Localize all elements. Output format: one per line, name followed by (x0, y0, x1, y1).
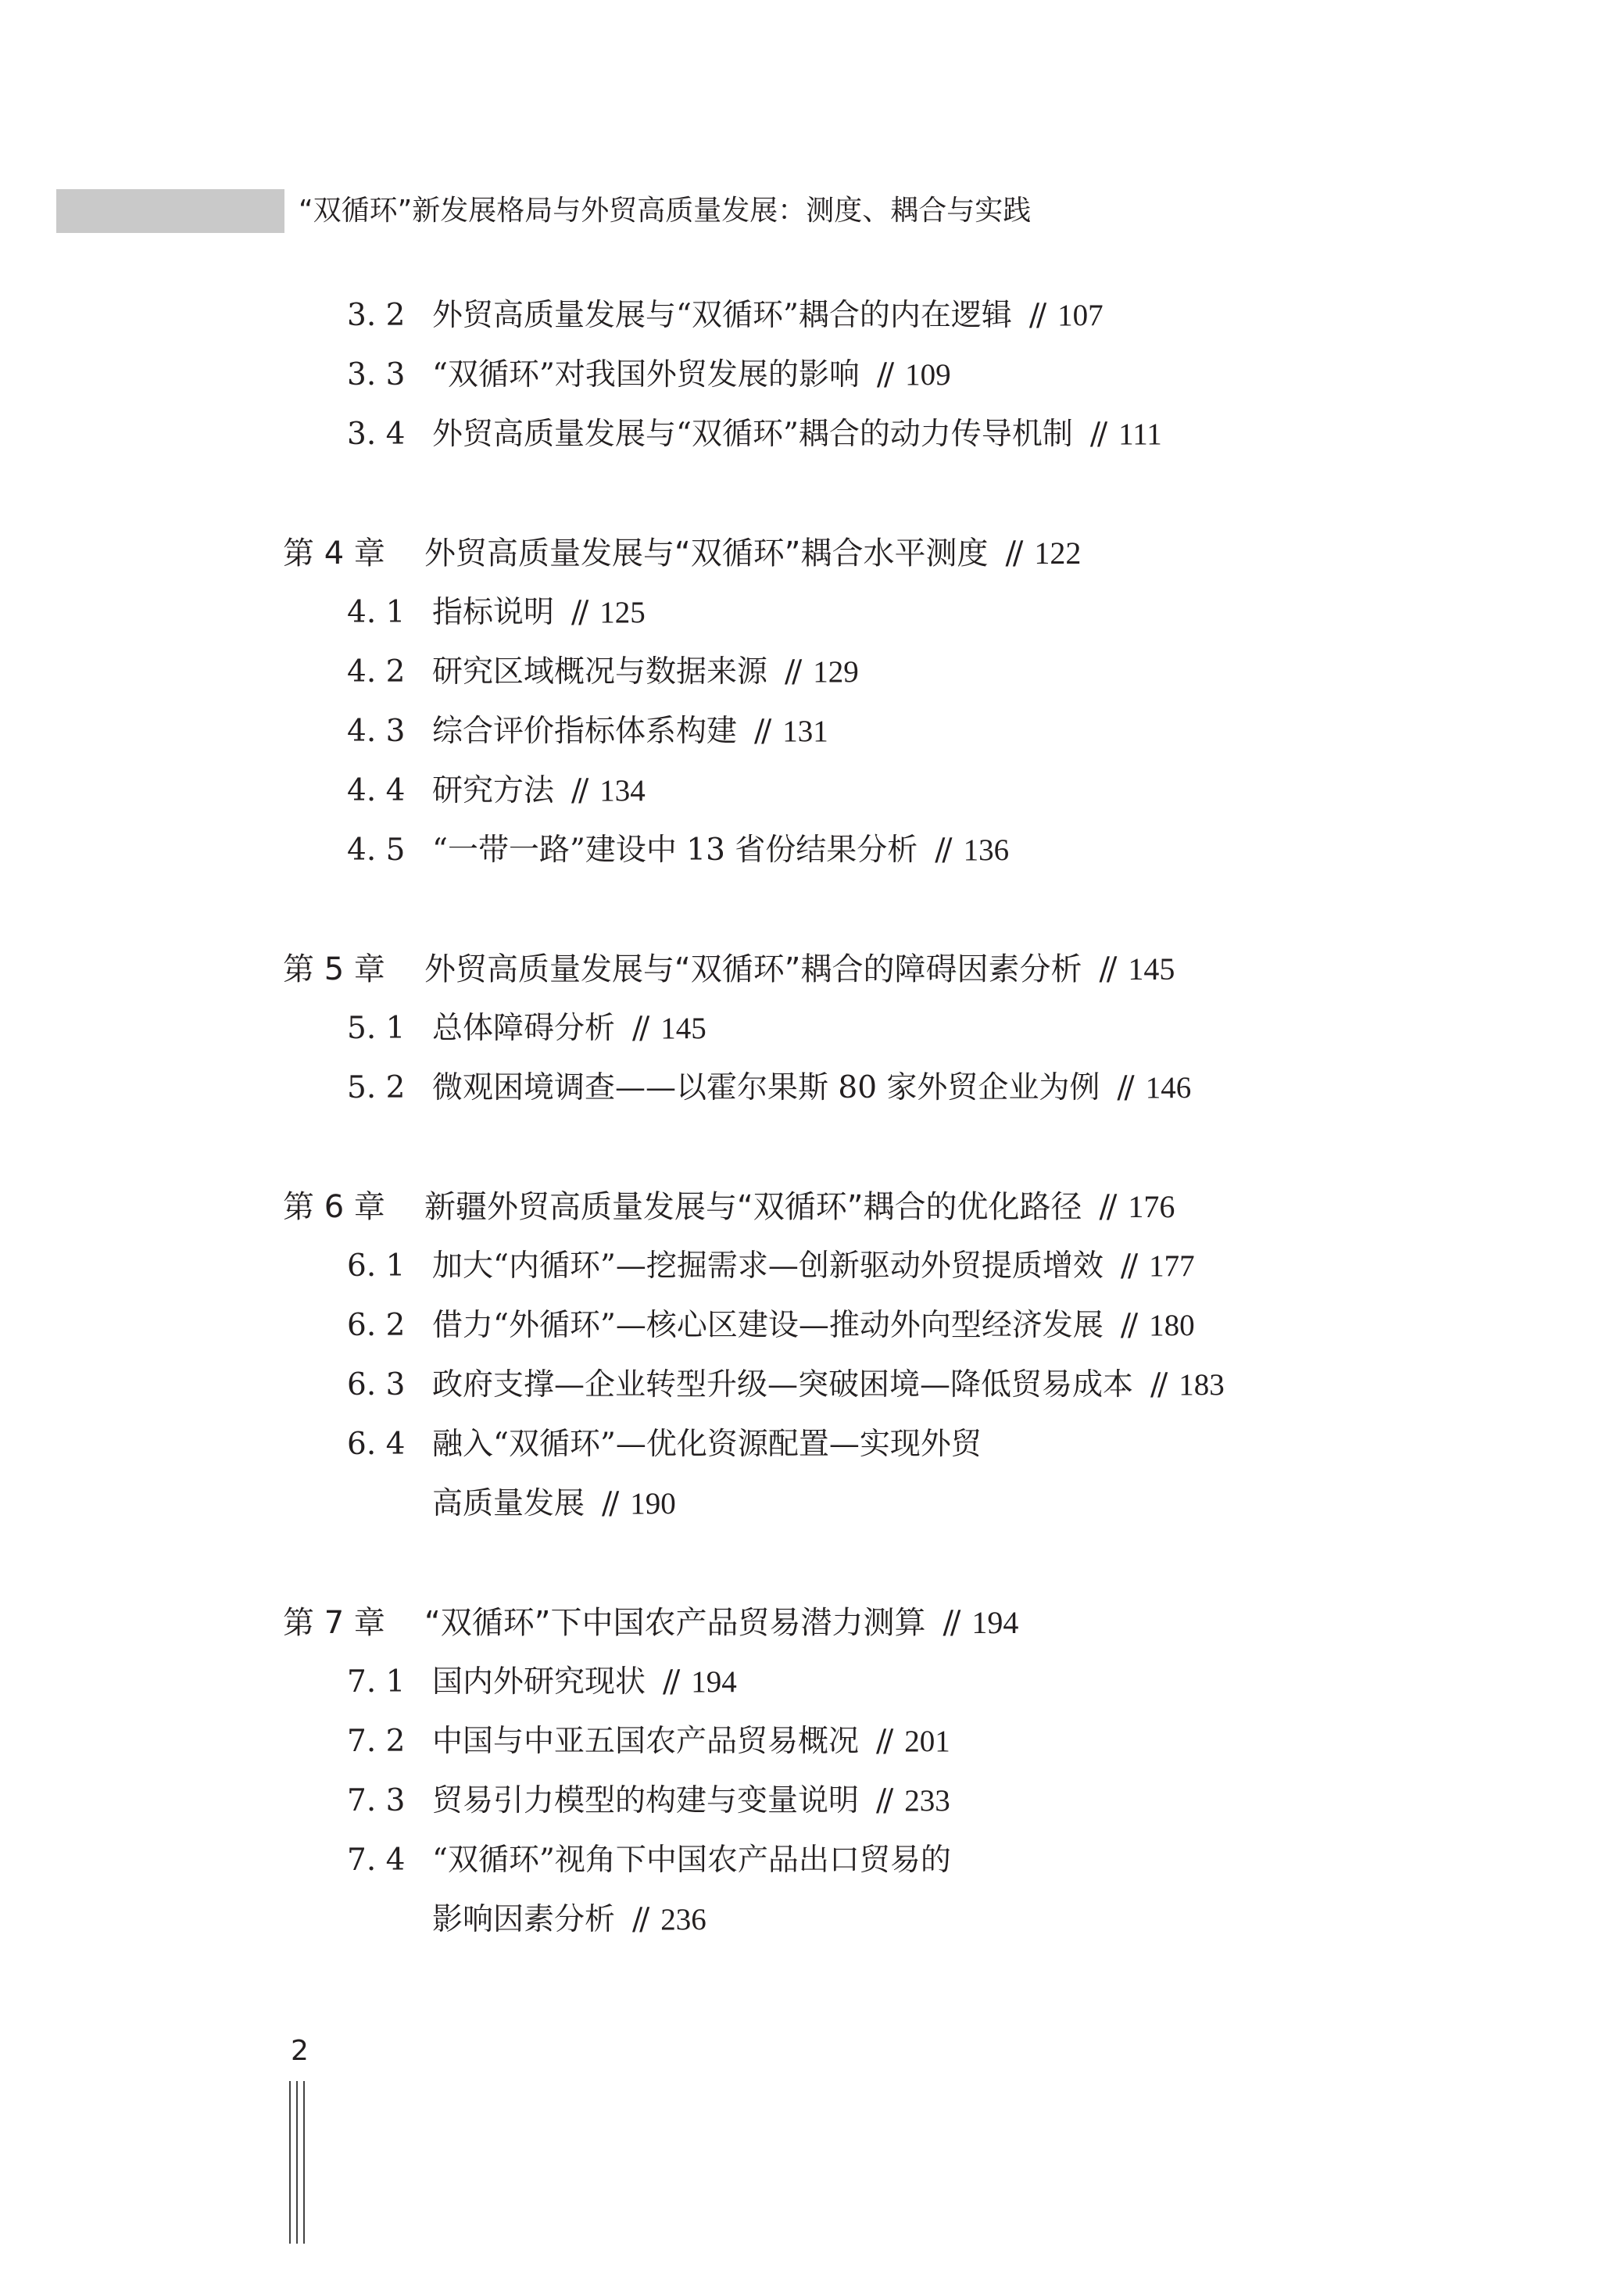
toc-entry-title-row (432, 1362, 1225, 1409)
toc-page-number: 183 (1179, 1368, 1225, 1402)
toc-entry-title-row (432, 1421, 982, 1468)
toc-entry-title-row (432, 1897, 706, 1943)
toc-leader-separator: // (935, 833, 950, 868)
toc-entry-title: 研究区域概况与数据来源 (432, 654, 768, 690)
toc-entry-title: 高质量发展 (432, 1486, 585, 1521)
toc-leader-separator: // (876, 357, 892, 392)
toc-entry-title-row (432, 1302, 1195, 1349)
toc-leader-separator: // (876, 1783, 891, 1818)
toc-entry-title-row (432, 1481, 676, 1528)
toc-leader-separator: // (571, 595, 586, 630)
toc-entry-title: 指标说明 (432, 595, 555, 630)
toc-leader-separator: // (1120, 1248, 1136, 1284)
toc-page-number: 145 (660, 1012, 706, 1045)
toc-entry-title-row (432, 1778, 950, 1825)
toc-leader-separator: // (632, 1902, 647, 1937)
toc-entry-title-row (432, 768, 646, 815)
toc-leader-separator: // (785, 654, 799, 690)
toc-entry-number: 第 6 章 (283, 1189, 385, 1225)
toc-leader-separator: // (1089, 417, 1105, 452)
toc-leader-separator: // (1099, 1189, 1114, 1225)
toc-entry-number: 4. 2 (347, 654, 406, 690)
toc-entry-title-row (424, 946, 1175, 993)
toc-entry-title: 外贸高质量发展与“双循环”耦合的内在逻辑 (432, 298, 1012, 333)
toc-entry-title-row (432, 1065, 1191, 1112)
toc-entry-number: 5. 2 (347, 1070, 406, 1105)
toc-entry-title: 微观困境调查——以霍尔果斯 80 家外贸企业为例 (432, 1070, 1100, 1105)
toc-entry-title-row (432, 589, 646, 636)
folio-decoration (289, 2081, 313, 2244)
toc-page-number: 131 (782, 715, 828, 748)
toc-entry-title-row (432, 1837, 951, 1884)
toc-page-number: 109 (905, 358, 951, 392)
toc-entry-number: 7. 4 (347, 1843, 406, 1878)
toc-leader-separator: // (1120, 1308, 1136, 1343)
toc-entry-title-row (424, 1184, 1175, 1230)
toc-entry-number: 4. 3 (347, 714, 406, 749)
toc-leader-separator: // (632, 1011, 647, 1046)
toc-entry-title: “双循环”对我国外贸发展的影响 (432, 357, 860, 392)
toc-entry-number: 第 5 章 (283, 951, 385, 987)
toc-entry-number: 3. 4 (347, 417, 406, 452)
toc-entry-title: 贸易引力模型的构建与变量说明 (432, 1783, 860, 1818)
toc-page-number: 145 (1128, 951, 1175, 987)
toc-leader-separator: // (1005, 536, 1021, 571)
toc-entry-number: 7. 1 (347, 1664, 406, 1700)
toc-entry-number: 3. 3 (347, 357, 406, 392)
toc-entry-number: 7. 2 (347, 1724, 406, 1759)
toc-entry-number: 4. 5 (347, 833, 406, 868)
toc-entry-title: 外贸高质量发展与“双循环”耦合的障碍因素分析 (424, 951, 1082, 987)
toc-leader-separator: // (943, 1605, 958, 1641)
toc-entry-number: 6. 1 (347, 1248, 406, 1284)
toc-entry-title: 融入“双循环”—优化资源配置—实现外贸 (432, 1427, 982, 1462)
toc-entry-number: 4. 4 (347, 773, 406, 808)
toc-leader-separator: // (1028, 298, 1044, 333)
toc-entry-title-row (424, 530, 1081, 577)
toc-leader-separator: // (1150, 1367, 1165, 1402)
toc-entry-title: 加大“内循环”—挖掘需求—创新驱动外贸提质增效 (432, 1248, 1104, 1284)
toc-entry-title-row (432, 292, 1104, 339)
toc-page-number: 194 (691, 1665, 737, 1699)
toc-page-number: 122 (1034, 536, 1082, 571)
toc-entry-title: 借力“外循环”—核心区建设—推动外向型经济发展 (432, 1308, 1104, 1343)
toc-leader-separator: // (876, 1724, 891, 1759)
toc-entry-title-row (424, 1599, 1018, 1646)
toc-page-number: 125 (599, 596, 646, 629)
toc-entry-title: 综合评价指标体系构建 (432, 714, 738, 749)
toc-entry-title: 外贸高质量发展与“双循环”耦合水平测度 (424, 536, 989, 571)
toc-entry-title: 中国与中亚五国农产品贸易概况 (432, 1724, 860, 1759)
toc-entry-title-row (432, 1718, 950, 1765)
toc-entry-number: 6. 2 (347, 1308, 406, 1343)
toc-entry-title: 政府支撑—企业转型升级—突破困境—降低贸易成本 (432, 1367, 1134, 1402)
toc-entry-title: 外贸高质量发展与“双循环”耦合的动力传导机制 (432, 417, 1073, 452)
toc-entry-title: “双循环”下中国农产品贸易潜力测算 (424, 1605, 926, 1641)
toc-entry-number: 4. 1 (347, 595, 406, 630)
toc-entry-title-row (432, 1243, 1195, 1290)
toc-page-number: 180 (1149, 1309, 1195, 1342)
toc-leader-separator: // (754, 714, 769, 749)
toc-page-number: 136 (963, 833, 1010, 867)
toc-page-number: 146 (1145, 1071, 1192, 1105)
toc-page-number: 111 (1118, 417, 1162, 451)
toc-entry-number: 3. 2 (347, 298, 406, 333)
page-number: 2 (291, 2035, 309, 2067)
toc-page-number: 129 (813, 655, 859, 689)
toc-entry-title: 研究方法 (432, 773, 555, 808)
toc-entry-title-row (432, 1659, 737, 1706)
toc-entry-title: 影响因素分析 (432, 1902, 616, 1937)
toc-entry-title: 国内外研究现状 (432, 1664, 646, 1700)
toc-entry-number: 7. 3 (347, 1783, 406, 1818)
toc-page-number: 177 (1149, 1249, 1195, 1283)
toc-entry-title-row (432, 352, 951, 399)
toc-page-number: 236 (660, 1903, 706, 1936)
toc-entry-title: 新疆外贸高质量发展与“双循环”耦合的优化路径 (424, 1189, 1082, 1225)
toc-entry-title-row (432, 411, 1162, 458)
toc-leader-separator: // (663, 1664, 678, 1700)
toc-entry-number: 6. 3 (347, 1367, 406, 1402)
toc-page-number: 190 (630, 1487, 676, 1521)
toc-page-number: 194 (971, 1605, 1019, 1640)
toc-leader-separator: // (1117, 1070, 1132, 1105)
running-header-title: “双循环”新发展格局与外贸高质量发展：测度、耦合与实践 (299, 195, 1032, 227)
toc-entry-title-row (432, 1005, 706, 1052)
toc-leader-separator: // (571, 773, 586, 808)
toc-entry-number: 6. 4 (347, 1427, 406, 1462)
toc-entry-title: “一带一路”建设中 13 省份结果分析 (432, 833, 918, 868)
running-header-bar (56, 189, 284, 233)
toc-entry-title-row (432, 827, 1009, 874)
toc-leader-separator: // (1099, 951, 1114, 987)
toc-entry-title-row (432, 649, 859, 696)
toc-page-number: 176 (1128, 1189, 1175, 1224)
toc-entry-number: 第 4 章 (283, 536, 385, 571)
toc-leader-separator: // (602, 1486, 617, 1521)
toc-entry-title: 总体障碍分析 (432, 1011, 616, 1046)
toc-entry-number: 第 7 章 (283, 1605, 385, 1641)
toc-page-number: 134 (599, 774, 646, 808)
toc-page-number: 107 (1057, 299, 1104, 332)
toc-entry-title: “双循环”视角下中国农产品出口贸易的 (432, 1843, 951, 1878)
toc-page-number: 201 (904, 1725, 950, 1758)
toc-entry-title-row (432, 708, 828, 755)
toc-page-number: 233 (904, 1784, 950, 1818)
toc-entry-number: 5. 1 (347, 1011, 406, 1046)
